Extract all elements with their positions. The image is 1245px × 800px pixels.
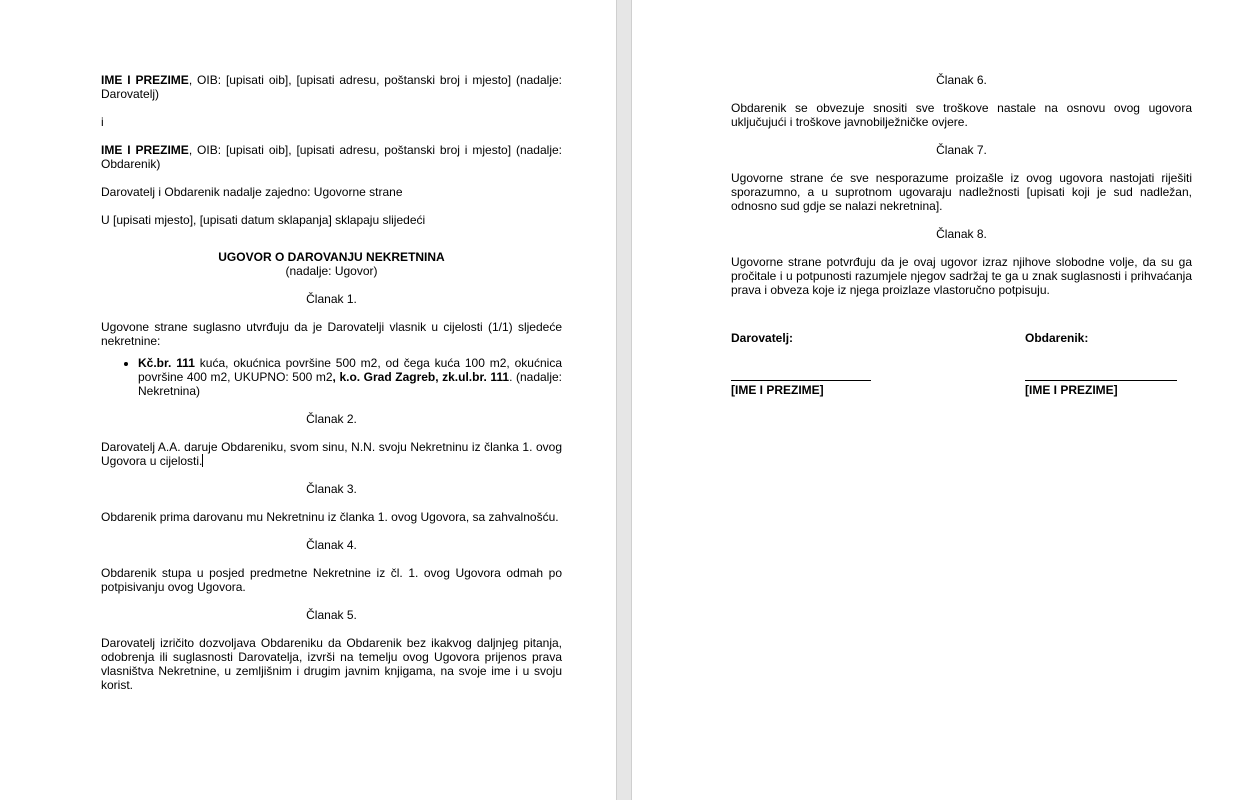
place-date-paragraph[interactable]: U [upisati mjesto], [upisati datum sklapanja] sklapaju slijedeći <box>101 213 426 227</box>
recipient-signature-line <box>1025 380 1177 381</box>
article-8-heading[interactable]: Članak 8. <box>936 227 987 241</box>
article-2-paragraph[interactable] <box>101 440 562 468</box>
property-description: kuća, okućnica površine 500 m2, od čega kuća 100 m2, okućnica površine 400 m2, UKUPNO: 500 m2 <box>138 356 562 384</box>
page-1-body <box>101 73 562 706</box>
donor-name[interactable]: [IME I PREZIME] <box>731 383 824 397</box>
article-3-text[interactable]: Obdarenik prima darovanu mu Nekretninu iz članka 1. ovog Ugovora, sa zahvalnošću. <box>101 510 559 524</box>
article-1-text[interactable]: Ugovone strane suglasno utvrđuju da je Darovatelji vlasnik u cijelosti (1/1) sljedeće nekretnine: <box>101 320 562 348</box>
donor-label[interactable]: Darovatelj: <box>731 331 794 345</box>
donor-signature <box>731 331 871 397</box>
article-5-heading[interactable]: Članak 5. <box>306 608 357 622</box>
article-8-text[interactable]: Ugovorne strane potvrđuju da je ovaj ugovor izraz njihove slobodne volje, da su ga pročitale i u potpunosti razumjele njegov sadržaj te ga u znak suglasnosti i prihvaćanja prava i obveza koje iz njega proizlaze vlastoručno potpisuju. <box>731 255 1192 297</box>
article-5-text[interactable]: Darovatelj izričito dozvoljava Obdareniku da Obdarenik bez ikakvog daljnjeg pitanja, odobrenja ili suglasnosti Darovatelja, izvrši na temelju ovog Ugovora prijenos prava vlasništva Nekretnine, u zemljišnim i drugim javnim knjigama, na svoje ime i u svoju korist. <box>101 636 562 692</box>
contract-title: UGOVOR O DAROVANJU NEKRETNINA <box>218 250 445 264</box>
article-7-text[interactable]: Ugovorne strane će sve nesporazume proizašle iz ovog ugovora nastojati riješiti sporazumno, a u suprotnom ugovaraju nadležnosti [upisati koji je sud nadležan, odnosno sud gdje se nalazi nekretnina]. <box>731 171 1192 213</box>
property-list <box>101 356 562 398</box>
document-page-1 <box>0 0 617 800</box>
article-6-heading[interactable]: Članak 6. <box>936 73 987 87</box>
donor-signature-line <box>731 380 871 381</box>
party-2-details: , OIB: [upisati oib], [upisati adresu, poštanski broj i mjesto] (nadalje: Obdarenik) <box>101 143 562 171</box>
parties-together-paragraph[interactable]: Darovatelj i Obdarenik nadalje zajedno: Ugovorne strane <box>101 185 403 199</box>
party-1-paragraph[interactable] <box>101 73 562 101</box>
party-1-name: IME I PREZIME <box>101 73 189 87</box>
article-1-heading[interactable]: Članak 1. <box>306 292 357 306</box>
article-6-text[interactable]: Obdarenik se obvezuje snositi sve troškove nastale na osnovu ovog ugovora uključujući i troškove javnobilježničke ovjere. <box>731 101 1192 129</box>
document-page-2 <box>631 0 1245 800</box>
article-2-heading[interactable]: Članak 2. <box>306 412 357 426</box>
party-2-paragraph[interactable] <box>101 143 562 171</box>
contract-title-block[interactable] <box>101 250 562 278</box>
property-registry: , k.o. Grad Zagreb, zk.ul.br. 111 <box>332 370 510 384</box>
text-cursor <box>202 454 203 467</box>
page-2-body <box>731 73 1192 411</box>
recipient-name[interactable]: [IME I PREZIME] <box>1025 383 1118 397</box>
and-paragraph[interactable]: i <box>101 115 104 129</box>
property-plot-number: Kč.br. 111 <box>138 356 195 370</box>
property-suffix: . (nadalje: Nekretnina) <box>138 370 563 398</box>
party-2-name: IME I PREZIME <box>101 143 189 157</box>
property-list-item[interactable] <box>138 356 562 398</box>
article-7-heading[interactable]: Članak 7. <box>936 143 987 157</box>
article-2-text: Darovatelj A.A. daruje Obdareniku, svom sinu, N.N. svoju Nekretninu iz članka 1. ovog Ugovora u cijelosti. <box>101 440 562 468</box>
article-4-text[interactable]: Obdarenik stupa u posjed predmetne Nekretnine iz čl. 1. ovog Ugovora odmah po potpisivanju ovog Ugovora. <box>101 566 562 594</box>
contract-subtitle: (nadalje: Ugovor) <box>285 264 378 278</box>
party-1-details: , OIB: [upisati oib], [upisati adresu, poštanski broj i mjesto] (nadalje: Darovatelj) <box>101 73 562 101</box>
recipient-signature <box>1025 331 1177 397</box>
article-4-heading[interactable]: Članak 4. <box>306 538 357 552</box>
article-3-heading[interactable]: Članak 3. <box>306 482 357 496</box>
signature-block <box>731 331 1192 411</box>
recipient-label[interactable]: Obdarenik: <box>1025 331 1089 345</box>
